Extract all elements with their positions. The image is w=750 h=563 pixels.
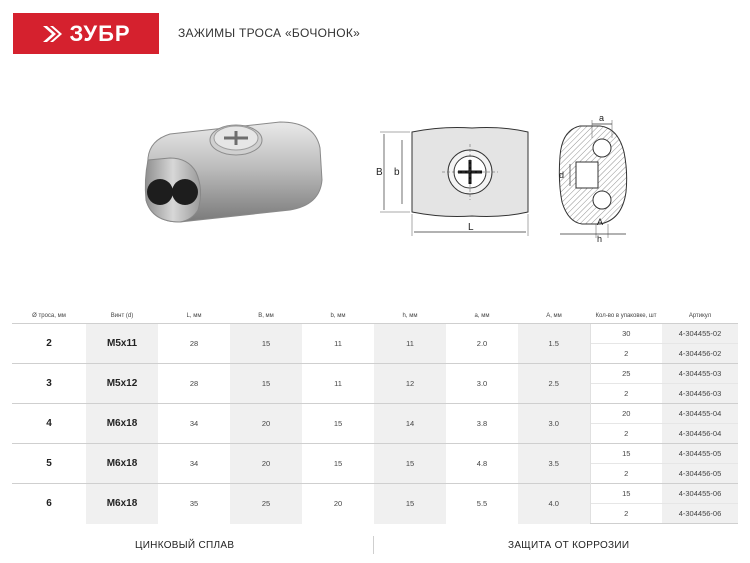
header-screw: Винт (d) [110,313,134,319]
header-A: A, мм [546,313,562,319]
article-number: 4-304455-05 [662,444,738,464]
value-L: 34 [158,444,230,484]
brand-logo [13,13,159,54]
rope-diameter: 4 [12,404,86,444]
header-rope: Ø троса, мм [32,313,66,319]
table-row [12,404,738,424]
value-A: 1.5 [518,324,590,364]
value-a: 3.8 [446,404,518,444]
footer-feature: ЗАЩИТА ОТ КОРРОЗИИ [508,540,630,551]
value-B: 15 [230,324,302,364]
pack-qty: 2 [590,464,662,484]
value-a: 4.8 [446,444,518,484]
dim-label-h: h [597,234,603,242]
dim-label-a: a [599,113,605,123]
article-number: 4-304456-03 [662,384,738,404]
header-a: a, мм [474,313,490,319]
screw-size: M6x18 [86,404,158,444]
pack-qty: 30 [590,324,662,344]
value-A: 3.0 [518,404,590,444]
product-photo [130,100,330,230]
article-number: 4-304455-03 [662,364,738,384]
brand-name: ЗУБР [69,20,131,46]
value-a: 5.5 [446,484,518,524]
side-view-drawing [550,112,640,242]
header-qty: Кол-во в упаковке, шт [595,313,657,319]
value-A: 3.5 [518,444,590,484]
table-row [12,484,738,504]
front-view-drawing [372,122,537,242]
value-h: 15 [374,444,446,484]
value-L: 28 [158,324,230,364]
value-b: 11 [302,324,374,364]
table-header-row [12,309,738,324]
brand-arrow-icon [41,23,63,45]
page-title: ЗАЖИМЫ ТРОСА «БОЧОНОК» [178,26,361,40]
value-B: 25 [230,484,302,524]
article-number: 4-304456-02 [662,344,738,364]
screw-size: M5x11 [86,324,158,364]
dim-label-L: L [468,222,474,233]
screw-size: M6x18 [86,444,158,484]
value-h: 11 [374,324,446,364]
table-row [12,444,738,464]
value-B: 20 [230,404,302,444]
table-row [12,324,738,344]
pack-qty: 2 [590,424,662,444]
value-b: 15 [302,444,374,484]
value-L: 34 [158,404,230,444]
pack-qty: 25 [590,364,662,384]
value-B: 15 [230,364,302,404]
pack-qty: 15 [590,444,662,464]
value-L: 28 [158,364,230,404]
pack-qty: 20 [590,404,662,424]
article-number: 4-304456-04 [662,424,738,444]
screw-size: M6x18 [86,484,158,524]
article-number: 4-304456-05 [662,464,738,484]
header-L: L, мм [186,313,202,319]
dim-label-B: B [376,167,383,178]
footer-divider [373,536,374,554]
header-b: b, мм [330,313,346,319]
spec-table [12,309,738,524]
rope-diameter: 3 [12,364,86,404]
value-A: 4.0 [518,484,590,524]
value-a: 2.0 [446,324,518,364]
header-B: B, мм [258,313,274,319]
dim-label-d: d [559,170,565,180]
header-article: Артикул [688,313,712,319]
pack-qty: 15 [590,484,662,504]
rope-diameter: 5 [12,444,86,484]
article-number: 4-304455-02 [662,324,738,344]
value-L: 35 [158,484,230,524]
value-h: 15 [374,484,446,524]
value-b: 11 [302,364,374,404]
pack-qty: 2 [590,504,662,524]
value-b: 15 [302,404,374,444]
value-b: 20 [302,484,374,524]
screw-size: M5x12 [86,364,158,404]
table-row [12,364,738,384]
value-B: 20 [230,444,302,484]
article-number: 4-304455-04 [662,404,738,424]
rope-diameter: 6 [12,484,86,524]
value-a: 3.0 [446,364,518,404]
value-h: 12 [374,364,446,404]
header-h: h, мм [402,313,418,319]
dim-label-b: b [394,167,400,178]
pack-qty: 2 [590,384,662,404]
value-h: 14 [374,404,446,444]
dim-label-A: A [597,217,604,227]
article-number: 4-304455-06 [662,484,738,504]
article-number: 4-304456-06 [662,504,738,524]
rope-diameter: 2 [12,324,86,364]
footer-material: ЦИНКОВЫЙ СПЛАВ [135,540,235,551]
pack-qty: 2 [590,344,662,364]
value-A: 2.5 [518,364,590,404]
